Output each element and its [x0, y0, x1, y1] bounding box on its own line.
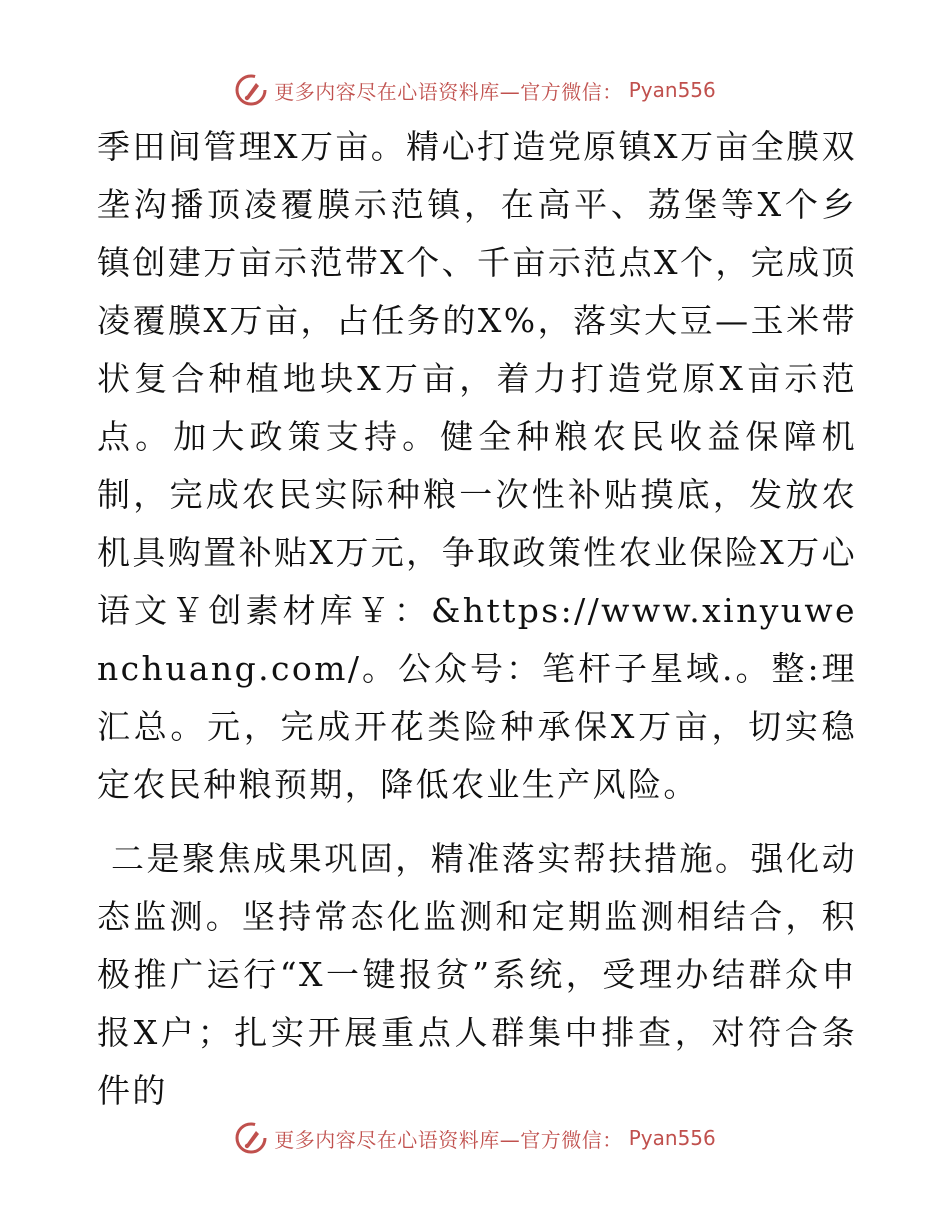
pen-nib-logo-icon: [234, 1121, 268, 1155]
footer-banner-text: 更多内容尽在心语资料库—官方微信：: [274, 1127, 623, 1152]
header-banner: [0, 70, 950, 110]
header-banner-contact: Pyan556: [628, 78, 716, 102]
footer-banner: [0, 1118, 950, 1158]
paragraph-1: 季田间管理X万亩。精心打造党原镇X万亩全膜双垄沟播顶凌覆膜示范镇，在高平、荔堡等X个乡镇创建万亩示范带X个、千亩示范点X个，完成顶凌覆膜X万亩，占任务的X%，落实大豆—玉米带状复合种植地块X万亩，着力打造党原X亩示范点。加大政策支持。健全种粮农民收益保障机制，完成农民实际种粮一次性补贴摸底，发放农机具购置补贴X万元，争取政策性农业保险X万心语文￥创素材库￥：&https://www.xinyuwenchuang.com/。公众号：笔杆子星域.。整:理汇总。元，完成开花类险种承保X万亩，切实稳定农民种粮预期，降低农业生产风险。: [97, 127, 857, 804]
header-banner-text: 更多内容尽在心语资料库—官方微信：: [274, 79, 623, 104]
footer-banner-contact: Pyan556: [628, 1126, 716, 1150]
paragraph-2: 二是聚焦成果巩固，精准落实帮扶措施。强化动态监测。坚持常态化监测和定期监测相结合，积极推广运行“X一键报贫”系统，受理办结群众申报X户；扎实开展重点人群集中排查，对符合条件的: [97, 839, 857, 1110]
document-body: [97, 118, 857, 1120]
pen-nib-logo-icon: [234, 73, 268, 107]
